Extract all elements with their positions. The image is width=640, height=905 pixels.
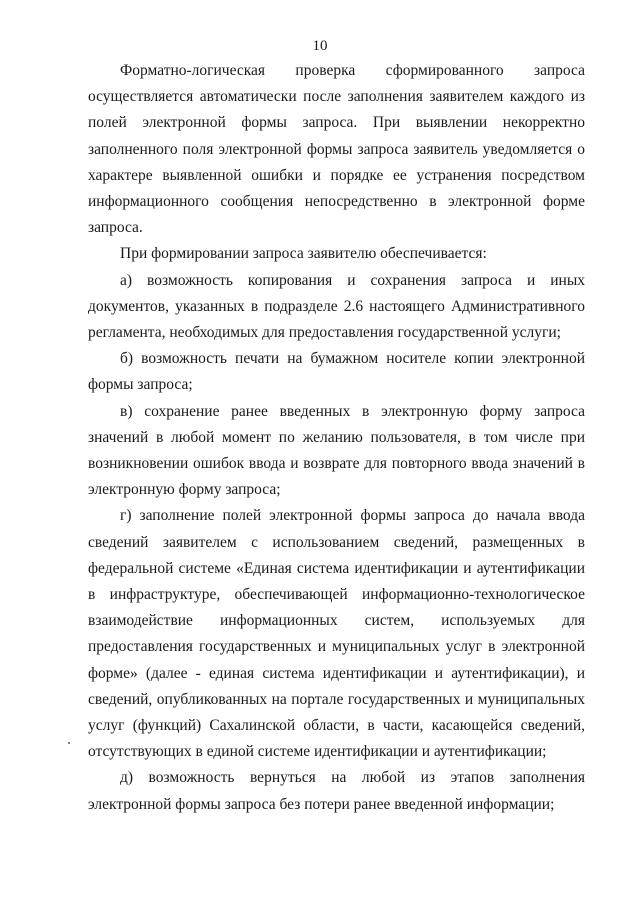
- paragraph-item-d: д) возможность вернуться на любой из этапов заполнения электронной формы запроса без потери ранее введенной информации;: [88, 769, 585, 813]
- scan-speck: [68, 742, 70, 744]
- paragraph-item-v: в) сохранение ранее введенных в электронную форму запроса значений в любой момент по желанию пользователя, в том числе при возникновении ошибок ввода и возврате для повторного ввода значений в электронную форму запроса;: [88, 402, 585, 499]
- paragraph-item-a: а) возможность копирования и сохранения запроса и иных документов, указанных в подразделе 2.6 настоящего Административного регламента, необходимых для предоставления государственной услуги;: [88, 271, 585, 342]
- paragraph-item-g: г) заполнение полей электронной формы запроса до начала ввода сведений заявителем с использованием сведений, размещенных в федеральной системе «Единая система идентификации и аутентификации в инфраструктуре, обеспечивающей информационно-технологическое взаимодействие информационных систем, используемых для предоставления государственных и муниципальных услуг в электронной форме» (далее - единая система идентификации и аутентификации), и сведений, опубликованных на портале государственных и муниципальных услуг (функций) Сахалинской области, в части, касающейся сведений, отсутствующих в единой системе идентификации и аутентификации;: [88, 507, 585, 761]
- paragraph-item-b: б) возможность печати на бумажном носителе копии электронной формы запроса;: [88, 350, 585, 394]
- page-number: 10: [312, 38, 328, 54]
- paragraph-format-check: Форматно-логическая проверка сформированного запроса осуществляется автоматически после заполнения заявителем каждого из полей электронной формы запроса. При выявлении некорректно заполненного поля электронной формы запроса заявитель уведомляется о характере выявленной ошибки и порядке ее устранения посредством информационного сообщения непосредственно в электронной форме запроса.: [88, 62, 585, 237]
- document-body: [88, 58, 585, 818]
- paragraph-request-intro: При формировании запроса заявителю обеспечивается:: [120, 245, 487, 263]
